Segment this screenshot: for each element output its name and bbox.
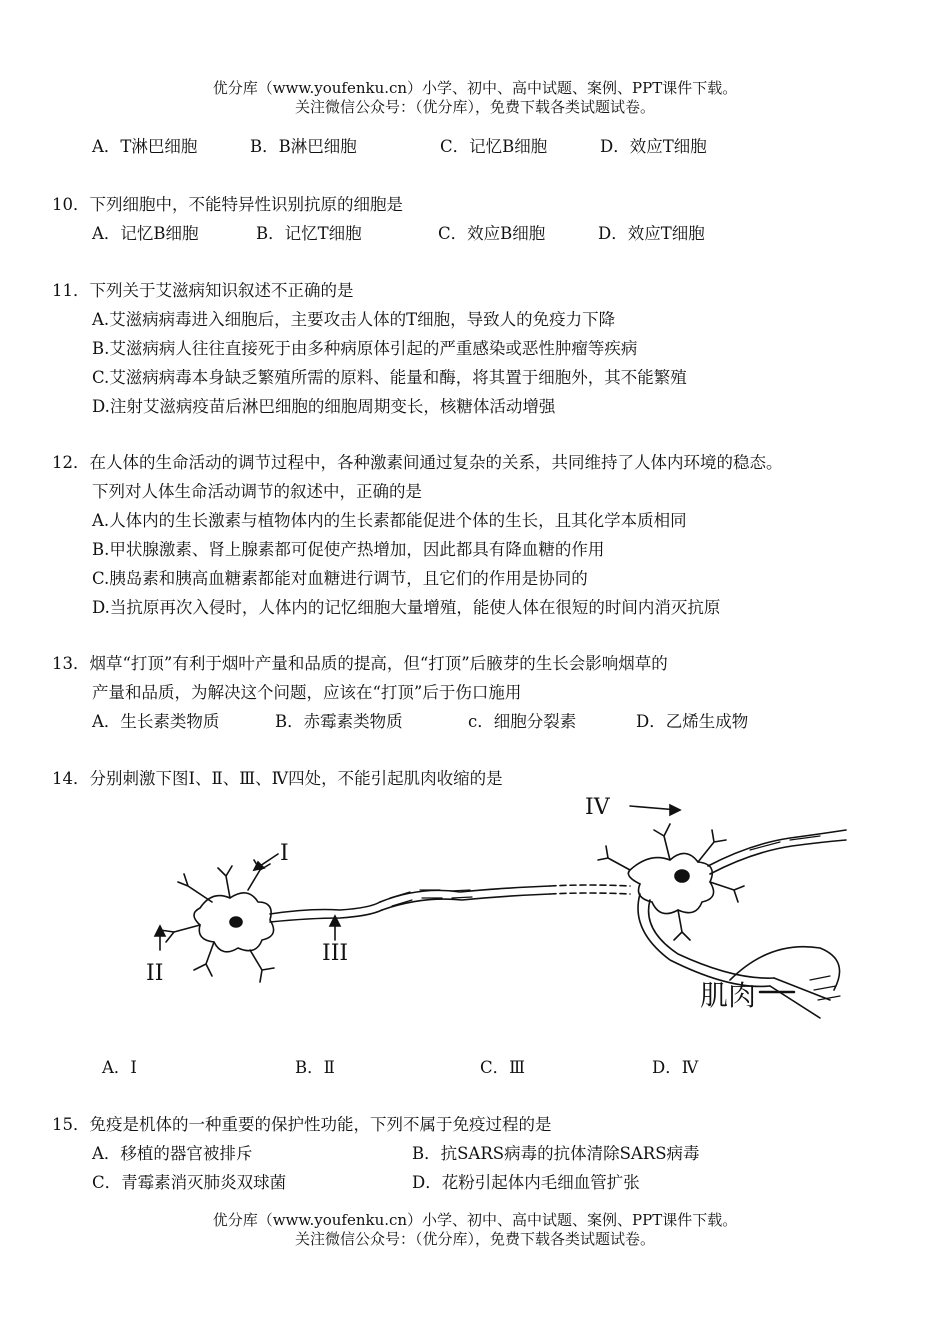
q15-option-b: B．抗SARS病毒的抗体清除SARS病毒 [412,1144,700,1163]
q12-option-d: D.当抗原再次入侵时，人体内的记忆细胞大量增殖，能使人体在很短的时间内消灭抗原 [92,598,721,617]
q14-option-c: C．Ⅲ [480,1058,526,1077]
header-line-1: 优分库（www.youfenku.cn）小学、初中、高中试题、案例、PPT课件下载。 [212,79,738,97]
q15-option-a: A．移植的器官被排斥 [92,1144,253,1163]
q15-option-d: D．花粉引起体内毛细血管扩张 [412,1173,640,1192]
q12-option-c: C.胰岛素和胰高血糖素都能对血糖进行调节，且它们的作用是协同的 [92,569,588,588]
q14-stem: 14．分别刺激下图Ⅰ、Ⅱ、Ⅲ、Ⅳ四处，不能引起肌肉收缩的是 [52,769,503,788]
q11-option-b: B.艾滋病病人往往直接死于由多种病原体引起的严重感染或恶性肿瘤等疾病 [92,339,638,358]
q14-option-d: D．Ⅳ [652,1058,699,1077]
q9-option-a: A．T淋巴细胞 [92,137,198,156]
q10-option-a: A．记忆B细胞 [92,224,199,243]
q12-option-b: B.甲状腺激素、肾上腺素都可促使产热增加，因此都具有降血糖的作用 [92,540,605,559]
q9-option-d: D．效应T细胞 [600,137,707,156]
q13-option-a: A．生长素类物质 [92,712,220,731]
q12-option-a: A.人体内的生长激素与植物体内的生长素都能促进个体的生长，且其化学本质相同 [92,511,687,530]
label-III: III [322,941,349,966]
q10-option-b: B．记忆T细胞 [256,224,362,243]
stimulus-arrows [155,805,680,950]
q10-option-d: D．效应T细胞 [598,224,705,243]
q15-option-c: C．青霉素消灭肺炎双球菌 [92,1173,287,1192]
footer-line-1: 优分库（www.youfenku.cn）小学、初中、高中试题、案例、PPT课件下载。 [212,1211,738,1229]
q11-option-c: C.艾滋病病毒本身缺乏繁殖所需的原料、能量和酶，将其置于细胞外，其不能繁殖 [92,368,687,387]
q14-option-a: A．Ⅰ [102,1058,137,1077]
q9-option-c: C．记忆B细胞 [440,137,548,156]
page-footer [0,1211,950,1249]
q9-option-b: B．B淋巴细胞 [250,137,357,156]
q12-stem-line-1: 12．在人体的生命活动的调节过程中，各种激素间通过复杂的关系，共同维持了人体内环境的稳态。 [52,453,783,472]
q10-stem: 10．下列细胞中，不能特异性识别抗原的细胞是 [52,195,403,214]
q15-stem: 15．免疫是机体的一种重要的保护性功能，下列不属于免疫过程的是 [52,1115,552,1134]
q13-stem-line-2: 产量和品质，为解决这个问题，应该在“打顶”后于伤口施用 [92,683,522,702]
q13-option-d: D．乙烯生成物 [636,712,749,731]
footer-line-2: 关注微信公众号：（优分库），免费下载各类试题试卷。 [294,1230,655,1248]
label-IV: IV [585,795,610,820]
page-header [0,79,950,117]
q10-option-c: C．效应B细胞 [438,224,546,243]
header-line-2: 关注微信公众号：（优分库），免费下载各类试题试卷。 [294,98,655,116]
q12-stem-line-2: 下列对人体生命活动调节的叙述中，正确的是 [92,482,422,501]
label-muscle: 肌肉 [700,979,757,1012]
q11-option-d: D.注射艾滋病疫苗后淋巴细胞的细胞周期变长，核糖体活动增强 [92,397,556,416]
q13-stem-line-1: 13．烟草“打顶”有利于烟叶产量和品质的提高，但“打顶”后腋芽的生长会影响烟草的 [52,654,668,673]
sensory-neuron [160,860,630,982]
q13-option-b: B．赤霉素类物质 [275,712,403,731]
label-I: I [280,841,289,866]
q11-stem: 11．下列关于艾滋病知识叙述不正确的是 [52,281,354,300]
q11-option-a: A.艾滋病病毒进入细胞后，主要攻击人体的T细胞，导致人的免疫力下降 [92,310,616,329]
q13-option-c: c．细胞分裂素 [468,712,577,731]
label-II: II [146,961,164,986]
q14-option-b: B．Ⅱ [295,1058,335,1077]
reflex-arc-figure [130,790,850,1030]
